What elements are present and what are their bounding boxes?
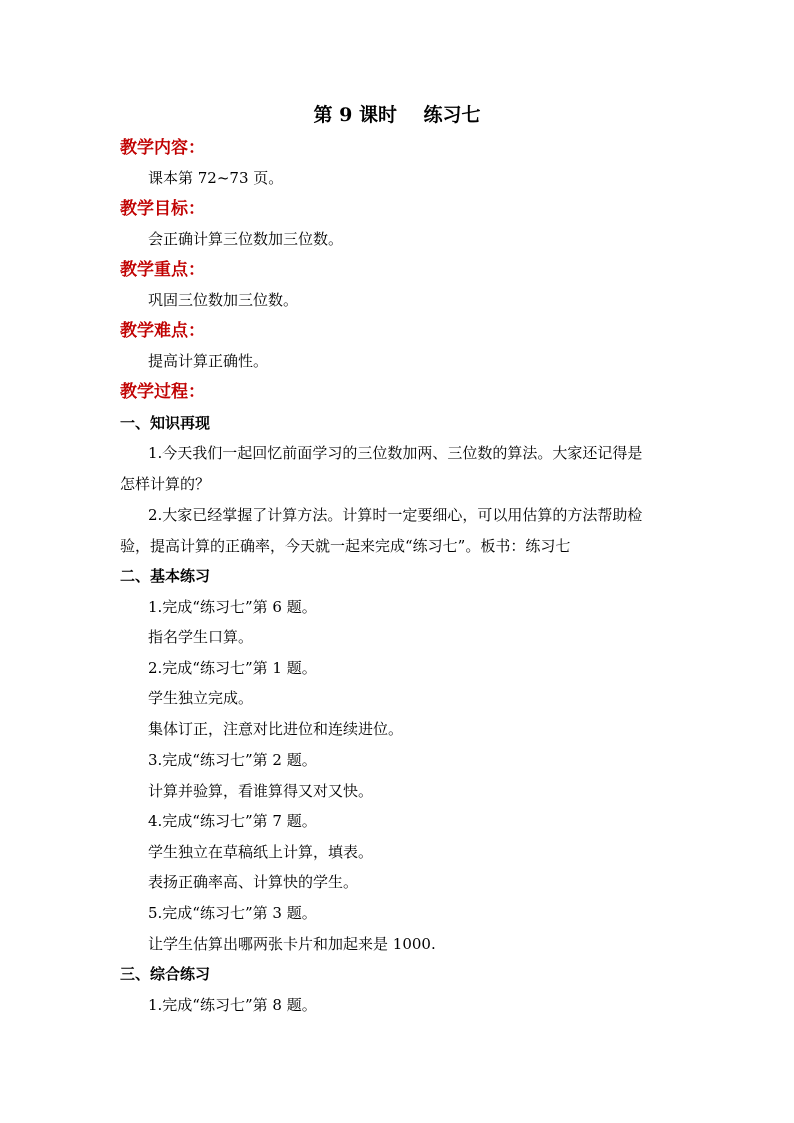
- list-item: 集体订正，注意对比进位和连续进位。: [148, 720, 404, 738]
- key-point-heading: 教学重点：: [120, 260, 205, 280]
- page-title: 第 9 课时 练习七: [313, 104, 481, 126]
- list-item: 让学生估算出哪两张卡片和加起来是 1000.: [148, 935, 436, 953]
- paragraph-line: 怎样计算的？: [120, 475, 211, 493]
- list-item: 计算并验算，看谁算得又对又快。: [148, 782, 374, 800]
- paragraph-line: 2.大家已经掌握了计算方法。计算时一定要细心，可以用估算的方法帮助检: [148, 506, 643, 524]
- content-text: 课本第 72~73 页。: [148, 169, 284, 187]
- list-item: 表扬正确率高、计算快的学生。: [148, 873, 359, 891]
- section-heading: 一、知识再现: [120, 414, 211, 432]
- difficulty-heading: 教学难点：: [120, 321, 205, 341]
- list-item: 5.完成“练习七”第 3 题。: [148, 904, 317, 922]
- paragraph-line: 验，提高计算的正确率，今天就一起来完成“练习七”。板书：练习七: [120, 537, 571, 555]
- list-item: 1.完成“练习七”第 6 题。: [148, 598, 317, 616]
- goal-text: 会正确计算三位数加三位数。: [148, 230, 344, 248]
- goal-heading: 教学目标：: [120, 199, 205, 219]
- difficulty-text: 提高计算正确性。: [148, 352, 269, 370]
- process-heading: 教学过程：: [120, 382, 205, 402]
- list-item: 3.完成“练习七”第 2 题。: [148, 751, 317, 769]
- list-item: 1.完成“练习七”第 8 题。: [148, 996, 317, 1014]
- key-point-text: 巩固三位数加三位数。: [148, 291, 299, 309]
- list-item: 学生独立完成。: [148, 689, 254, 707]
- list-item: 指名学生口算。: [148, 628, 254, 646]
- section-heading: 二、基本练习: [120, 567, 211, 585]
- list-item: 学生独立在草稿纸上计算，填表。: [148, 843, 374, 861]
- list-item: 4.完成“练习七”第 7 题。: [148, 812, 317, 830]
- content-heading: 教学内容：: [120, 138, 205, 158]
- list-item: 2.完成“练习七”第 1 题。: [148, 659, 317, 677]
- section-heading: 三、综合练习: [120, 965, 211, 983]
- paragraph-line: 1.今天我们一起回忆前面学习的三位数加两、三位数的算法。大家还记得是: [148, 444, 643, 462]
